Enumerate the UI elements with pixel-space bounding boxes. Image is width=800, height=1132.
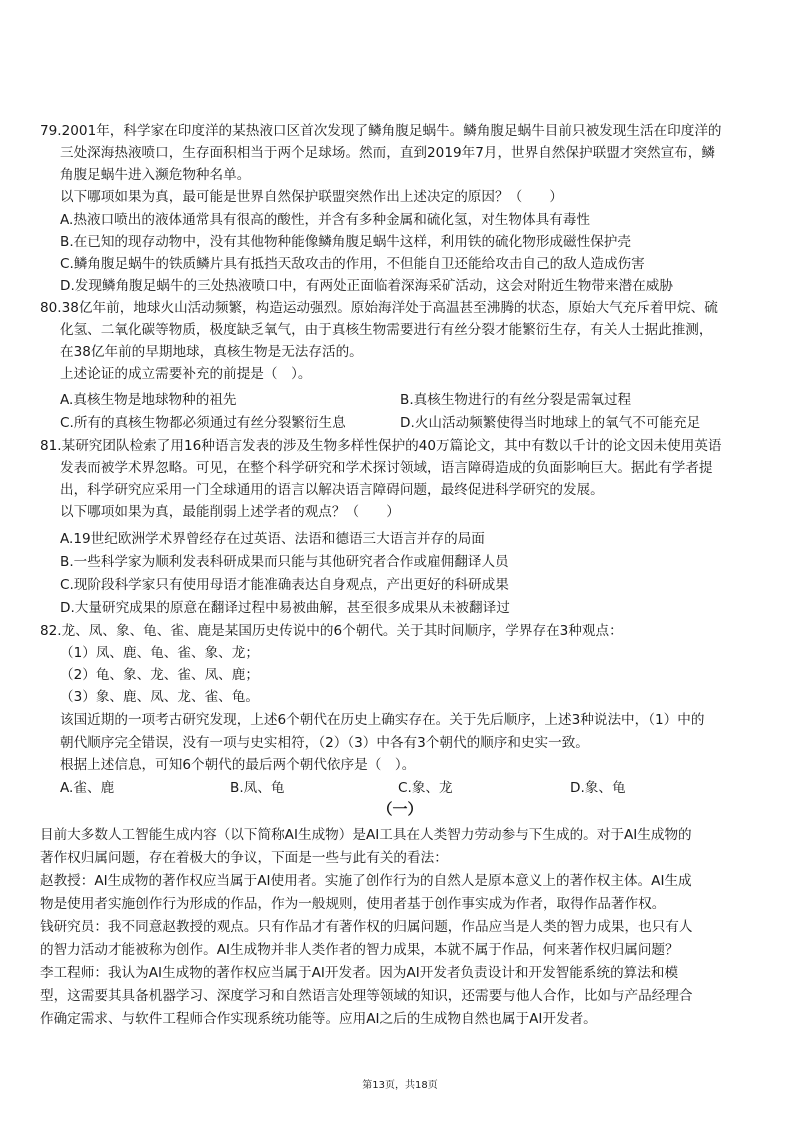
q82-body-line-1: 该国近期的一项考古研究发现，上述6个朝代在历史上确实存在。关于先后顺序，上述3种说法中，（1）中的: [60, 712, 705, 728]
page-number: 第13页，共18页: [362, 1080, 438, 1091]
q82-body-line-2: 朝代顺序完全错误，没有一项与史实相符，（2）（3）中各有3个朝代的顺序和史实一致。: [60, 735, 589, 751]
q81-stem-line-2: 发表而被学术界忽略。可见，在整个科学研究和学术探讨领域，语言障碍造成的负面影响巨大。据此有学者提: [60, 460, 713, 476]
q81-option-a: A.19世纪欧洲学术界曾经存在过英语、法语和德语三大语言并存的局面: [60, 531, 485, 547]
q80-option-c: C.所有的真核生物都必须通过有丝分裂繁衍生息: [60, 415, 346, 431]
section-line-3: 赵教授：AI生成物的著作权应当属于AI使用者。实施了创作行为的自然人是原本意义上的著作权主体。AI生成: [40, 873, 692, 889]
q79-question: 以下哪项如果为真，最可能是世界自然保护联盟突然作出上述决定的原因？（ ）: [60, 189, 563, 205]
q80-option-b: B.真核生物进行的有丝分裂是需氧过程: [400, 392, 632, 408]
q79-stem-line-3: 角腹足蜗牛进入濒危物种名单。: [60, 167, 251, 183]
q81-option-c: C.现阶段科学家只有使用母语才能准确表达自身观点，产出更好的科研成果: [60, 577, 509, 593]
q79-option-d: D.发现鳞角腹足蜗牛的三处热液喷口中，有两处正面临着深海采矿活动，这会对附近生物带来潜在威胁: [60, 278, 673, 294]
section-line-7: 李工程师：我认为AI生成物的著作权应当属于AI开发者。因为AI开发者负责设计和开发智能系统的算法和模: [40, 965, 679, 981]
q80-stem-line-2: 化氢、二氧化碳等物质，极度缺乏氧气，由于真核生物需要进行有丝分裂才能繁衍生存，有关人士据此推测，: [60, 322, 713, 338]
q82-view-2: （2）龟、象、龙、雀、凤、鹿；: [60, 667, 259, 683]
section-line-6: 的智力活动才能被称为创作。AI生成物并非人类作者的智力成果，本就不属于作品，何来著作权归属问题？: [40, 942, 679, 958]
section-line-4: 物是使用者实施创作行为形成的作品，作为一般规则，使用者基于创作事实成为作者，取得作品著作权。: [40, 896, 666, 912]
q79-option-a: A.热液口喷出的液体通常具有很高的酸性，并含有多种金属和硫化氢，对生物体具有毒性: [60, 212, 590, 228]
q80-question: 上述论证的成立需要补充的前提是（ ）。: [60, 366, 312, 382]
q82-view-3: （3）象、鹿、凤、龙、雀、龟。: [60, 689, 259, 705]
q80-option-a: A.真核生物是地球物种的祖先: [60, 392, 237, 408]
q80-stem-line-3: 在38亿年前的早期地球，真核生物是无法存活的。: [60, 344, 363, 360]
q79-option-c: C.鳞角腹足蜗牛的铁质鳞片具有抵挡天敌攻击的作用，不但能自卫还能给攻击自己的敌人造成伤害: [60, 256, 645, 272]
q82-body-line-3: 根据上述信息，可知6个朝代的最后两个朝代依序是（ ）。: [60, 757, 416, 773]
section-line-5: 钱研究员：我不同意赵教授的观点。只有作品才有著作权的归属问题，作品应当是人类的智力成果，也只有人: [40, 919, 693, 935]
section-heading: （一）: [377, 800, 423, 818]
q79-stem-line-2: 三处深海热液喷口，生存面积相当于两个足球场。然而，直到2019年7月，世界自然保护联盟才突然宣布，鳞: [60, 145, 715, 161]
q81-option-d: D.大量研究成果的原意在翻译过程中易被曲解，甚至很多成果从未被翻译过: [60, 600, 510, 616]
q82-view-1: （1）凤、鹿、龟、雀、象、龙；: [60, 645, 259, 661]
section-line-2: 著作权归属问题，存在着极大的争议，下面是一些与此有关的看法：: [40, 850, 448, 866]
q79-option-b: B.在已知的现存动物中，没有其他物种能像鳞角腹足蜗牛这样，利用铁的硫化物形成磁性保护壳: [60, 234, 631, 250]
section-line-1: 目前大多数人工智能生成内容（以下简称AI生成物）是AI工具在人类智力劳动参与下生成的。对于AI生成物的: [40, 827, 692, 843]
q82-stem: 82.龙、凤、象、龟、雀、鹿是某国历史传说中的6个朝代。关于其时间顺序，学界存在3种观点：: [40, 623, 623, 639]
q79-stem-line-1: 79.2001年，科学家在印度洋的某热液口区首次发现了鳞角腹足蜗牛。鳞角腹足蜗牛目前只被发现生活在印度洋的: [40, 123, 722, 139]
q82-option-a: A.雀、鹿: [60, 780, 115, 796]
section-line-9: 作确定需求、与软件工程师合作实现系统功能等。应用AI之后的生成物自然也属于AI开发者。: [40, 1011, 597, 1027]
q82-option-d: D.象、龟: [570, 780, 626, 796]
q81-stem-line-1: 81.某研究团队检索了用16种语言发表的涉及生物多样性保护的40万篇论文，其中有数以千计的论文因未使用英语: [40, 438, 722, 454]
q81-stem-line-3: 出，科学研究应采用一门全球通用的语言以解决语言障碍问题，最终促进科学研究的发展。: [60, 482, 604, 498]
q82-option-c: C.象、龙: [398, 780, 453, 796]
q82-option-b: B.凤、龟: [230, 780, 285, 796]
q80-option-d: D.火山活动频繁使得当时地球上的氧气不可能充足: [400, 415, 701, 431]
section-line-8: 型，这需要其具备机器学习、深度学习和自然语言处理等领域的知识，还需要与他人合作，比如与产品经理合: [40, 988, 693, 1004]
q81-option-b: B.一些科学家为顺利发表科研成果而只能与其他研究者合作或雇佣翻译人员: [60, 554, 509, 570]
q81-question: 以下哪项如果为真，最能削弱上述学者的观点？（ ）: [60, 504, 400, 520]
q80-stem-line-1: 80.38亿年前，地球火山活动频繁，构造运动强烈。原始海洋处于高温甚至沸腾的状态，原始大气充斥着甲烷、硫: [40, 300, 718, 316]
